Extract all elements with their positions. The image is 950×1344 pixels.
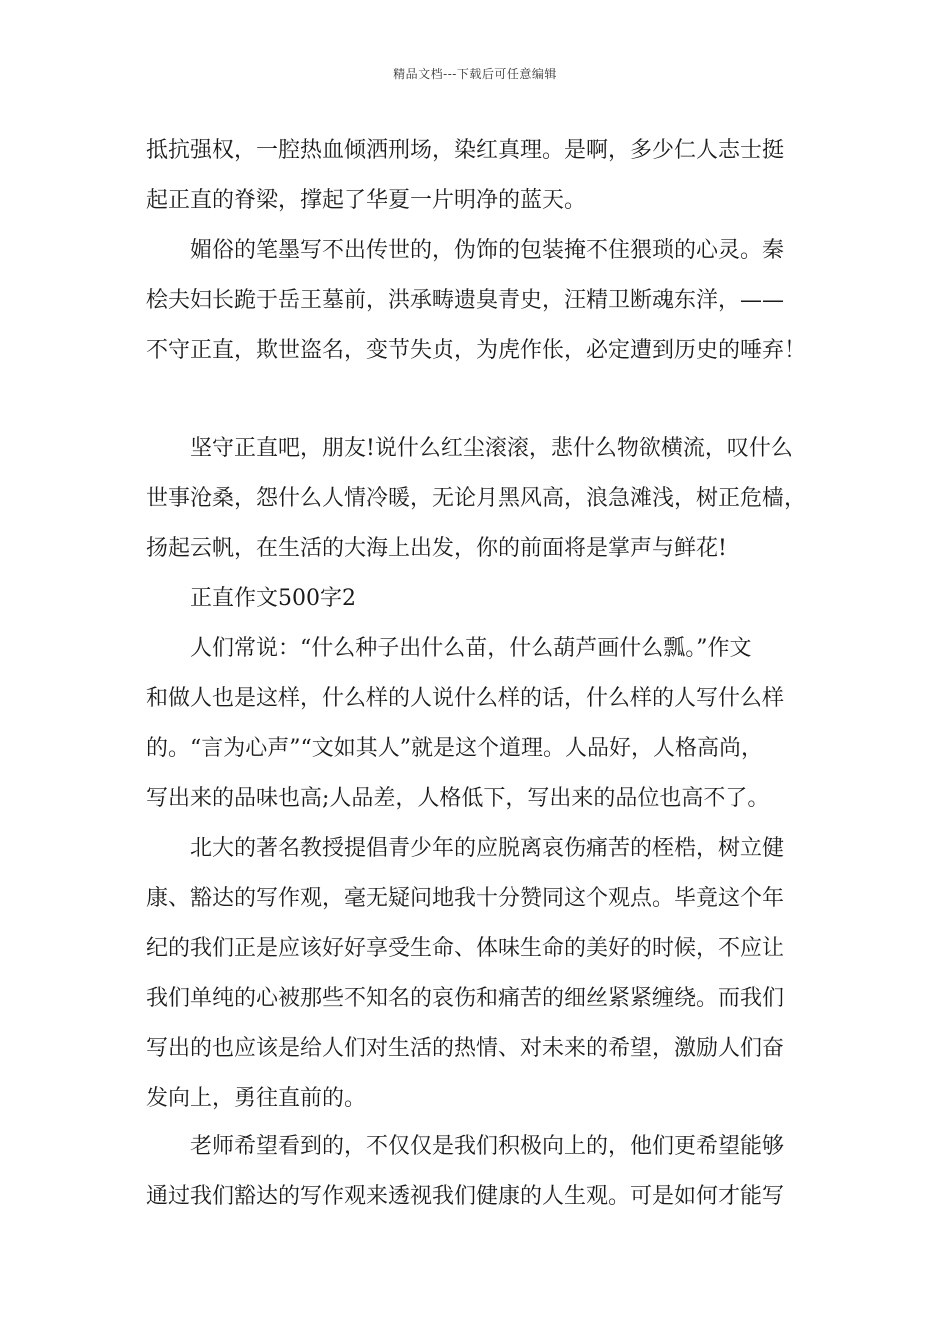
text-line: 康、豁达的写作观，毫无疑问地我十分赞同这个观点。毕竟这个年: [146, 886, 785, 911]
page-header: 精品文档---下载后可任意编辑: [393, 67, 557, 81]
paragraph: [146, 424, 836, 574]
text-line: 扬起云帆，在生活的大海上出发，你的前面将是掌声与鲜花!: [146, 536, 727, 561]
text-line: 写出的也应该是给人们对生活的热情、对未来的希望，激励人们奋: [146, 1036, 785, 1061]
text-line: 正直作文500字2: [190, 586, 356, 611]
text-line: 发向上，勇往直前的。: [146, 1086, 367, 1111]
text-line: 的。“言为心声”“文如其人”就是这个道理。人品好，人格高尚，: [146, 736, 763, 761]
text-line: 北大的著名教授提倡青少年的应脱离哀伤痛苦的桎梏，树立健: [190, 836, 785, 861]
text-line: 通过我们豁达的写作观来透视我们健康的人生观。可是如何才能写: [146, 1184, 785, 1209]
paragraph: [146, 1122, 836, 1222]
text-line: 媚俗的笔墨写不出传世的，伪饰的包装掩不住猥琐的心灵。秦: [190, 238, 785, 263]
text-line: 起正直的脊梁，撑起了华夏一片明净的蓝天。: [146, 188, 587, 213]
text-line: 和做人也是这样，什么样的人说什么样的话，什么样的人写什么样: [146, 686, 785, 711]
paragraph: [146, 624, 836, 824]
section-title: [146, 574, 836, 624]
paragraph: [146, 126, 836, 226]
text-line: 纪的我们正是应该好好享受生命、体味生命的美好的时候，不应让: [146, 936, 785, 961]
text-line: 人们常说：“什么种子出什么苗，什么葫芦画什么瓢。”作文: [190, 636, 752, 661]
text-line: 写出来的品味也高;人品差，人格低下，写出来的品位也高不了。: [146, 786, 770, 811]
text-line: 我们单纯的心被那些不知名的哀伤和痛苦的细丝紧紧缠绕。而我们: [146, 986, 785, 1011]
text-line: 桧夫妇长跪于岳王墓前，洪承畴遗臭青史，汪精卫断魂东洋，——: [146, 288, 785, 313]
paragraph: [146, 226, 836, 376]
text-line: 老师希望看到的，不仅仅是我们积极向上的，他们更希望能够: [190, 1134, 785, 1159]
text-line: 坚守正直吧，朋友!说什么红尘滚滚，悲什么物欲横流，叹什么: [190, 436, 793, 461]
paragraph: [146, 824, 836, 1124]
text-line: 不守正直，欺世盗名，变节失贞，为虎作伥，必定遭到历史的唾弃！: [146, 338, 807, 363]
text-line: 世事沧桑，怨什么人情冷暖，无论月黑风高，浪急滩浅，树正危樯，: [146, 486, 807, 511]
text-line: 抵抗强权，一腔热血倾洒刑场，染红真理。是啊，多少仁人志士挺: [146, 138, 785, 163]
